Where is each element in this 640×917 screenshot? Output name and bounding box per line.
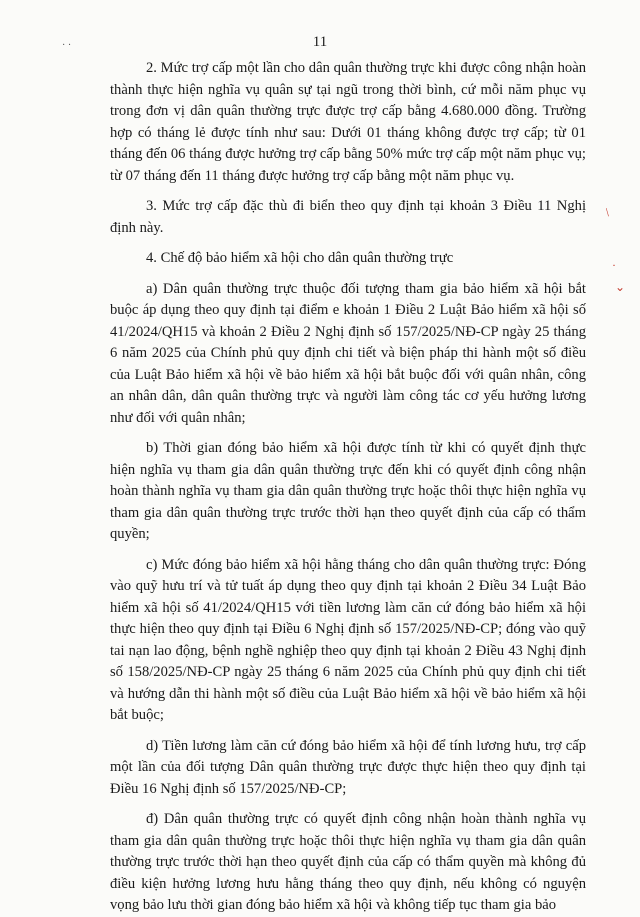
paragraph-4c: c) Mức đóng bảo hiểm xã hội hằng tháng cho dân quân thường trực: Đóng vào quỹ hưu trí và tử tuất áp dụng theo quy định tại khoản 2 Điều 34 Luật Bảo hiểm xã hội số 41/2024/QH15 với tiền lương làm căn cứ đóng bảo hiểm xã hội thực hiện theo quy định tại Điều 6 Nghị định số 157/2025/NĐ-CP; đóng vào quỹ tai nạn lao động, bệnh nghề nghiệp theo quy định tại khoản 2 Điều 43 Nghị định số 158/2025/NĐ-CP ngày 25 tháng 6 năm 2025 của Chính phủ quy định chi tiết và hướng dẫn thi hành một số điều của Luật Bảo hiểm xã hội về bảo hiểm xã hội bắt buộc; bbox=[110, 556, 586, 723]
paragraph-4dd: đ) Dân quân thường trực có quyết định công nhận hoàn thành nghĩa vụ tham gia dân quân thường trực hoặc thôi thực hiện nghĩa vụ tham gia dân quân thường trực trước thời hạn theo quyết định của cấp có thẩm quyền mà không đủ điều kiện hưởng lương hưu hằng tháng theo quy định, nếu không có nguyện vọng bảo lưu thời gian đóng bảo hiểm xã hội và không tiếp tục tham gia bảo bbox=[110, 811, 586, 913]
document-body bbox=[110, 58, 586, 917]
paragraph-2: 2. Mức trợ cấp một lần cho dân quân thường trực khi được công nhận hoàn thành thực hiện nghĩa vụ quân sự tại ngũ trong thời bình, cứ mỗi năm phục vụ trong đơn vị dân quân thường trực được trợ cấp bằng 4.680.000 đồng. Trường hợp có tháng lẻ được tính như sau: Dưới 01 tháng không được trợ cấp; từ 01 tháng đến 06 tháng được hưởng trợ cấp bằng 50% mức trợ cấp một năm phục vụ; từ 07 tháng đến 11 tháng được hưởng trợ cấp bằng một năm phục vụ. bbox=[110, 60, 586, 184]
paragraph-4a: a) Dân quân thường trực thuộc đối tượng tham gia bảo hiểm xã hội bắt buộc áp dụng theo quy định tại điểm e khoản 1 Điều 2 Luật Bảo hiểm xã hội số 41/2024/QH15 và khoản 2 Điều 2 Nghị định số 157/2025/NĐ-CP ngày 25 tháng 6 năm 2025 của Chính phủ quy định chi tiết và biện pháp thi hành một số điều của Luật Bảo hiểm xã hội về bảo hiểm xã hội bắt buộc đối với quân nhân, công an nhân dân, dân quân thường trực và người làm công tác cơ yếu hưởng lương như đối với quân nhân; bbox=[110, 280, 586, 426]
paragraph-4-heading: 4. Chế độ bảo hiểm xã hội cho dân quân thường trực bbox=[146, 250, 454, 266]
red-pen-mark: ⌄ bbox=[615, 280, 626, 294]
red-pen-mark: · bbox=[612, 258, 616, 272]
page-number: 11 bbox=[312, 34, 328, 50]
paragraph-4d: d) Tiền lương làm căn cứ đóng bảo hiểm xã hội để tính lương hưu, trợ cấp một lần của đối tượng Dân quân thường trực được thực hiện theo quy định tại Điều 16 Nghị định số 157/2025/NĐ-CP; bbox=[110, 737, 586, 797]
paragraph-3: 3. Mức trợ cấp đặc thù đi biển theo quy định tại khoản 3 Điều 11 Nghị định này. bbox=[110, 198, 586, 236]
paragraph-4b: b) Thời gian đóng bảo hiểm xã hội được tính từ khi có quyết định thực hiện nghĩa vụ tham gia dân quân thường trực đến khi có quyết định công nhận hoàn thành nghĩa vụ tham gia dân quân thường trực hoặc thôi thực hiện nghĩa vụ tham gia dân quân thường trực trước thời hạn theo quyết định của cấp có thẩm quyền; bbox=[110, 440, 586, 542]
scan-dot-mark: · · bbox=[62, 40, 72, 51]
red-pen-mark: / bbox=[602, 205, 613, 219]
